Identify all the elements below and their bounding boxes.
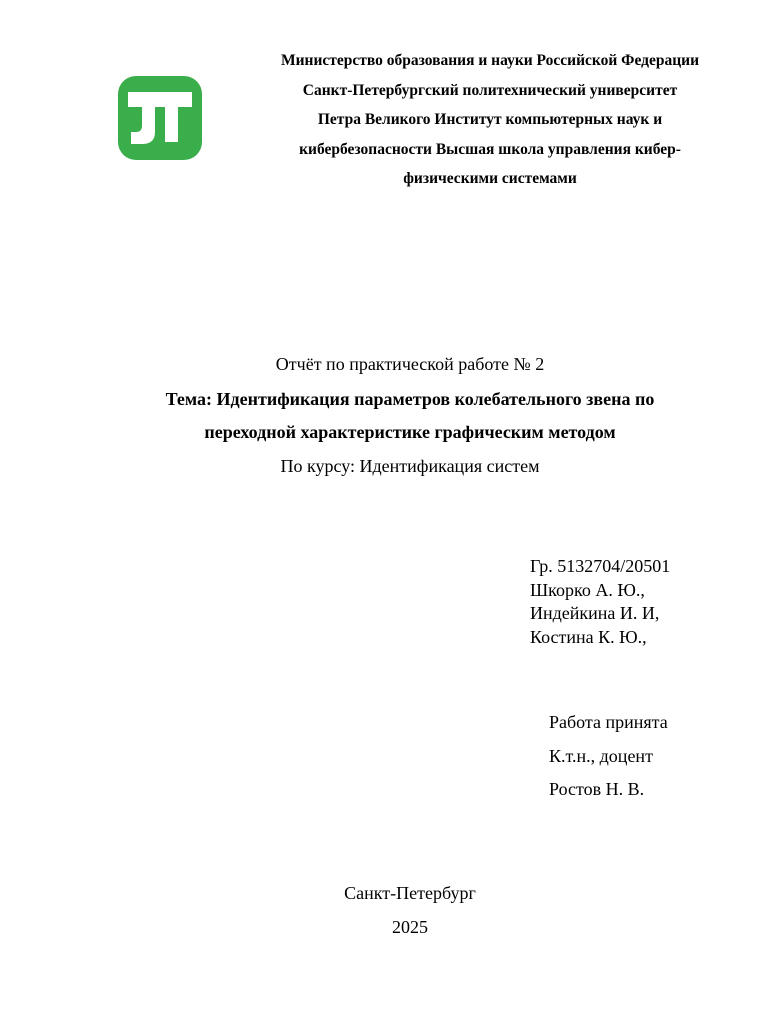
header-line: Петра Великого Институт компьютерных наук и xyxy=(317,111,663,128)
report-title: Отчёт по практической работе № 2 xyxy=(275,354,545,374)
group-number: Гр. 5132704/20501 xyxy=(530,556,671,576)
ministry-header xyxy=(240,46,740,194)
city-name: Санкт-Петербург xyxy=(344,883,476,903)
authors-block xyxy=(530,555,670,649)
topic-line: переходной характеристике графическим методом xyxy=(204,422,616,442)
footer xyxy=(100,876,720,944)
header-line: Министерство образования и науки Российской Федерации xyxy=(280,52,700,69)
year: 2025 xyxy=(392,917,428,937)
author-name: Шкорко А. Ю., xyxy=(530,579,645,600)
topic-line: Тема: Идентификация параметров колебательного звена по xyxy=(165,389,655,409)
author-name: Индейкина И. И, xyxy=(530,603,660,623)
report-topic xyxy=(100,383,720,449)
accepted-block xyxy=(549,706,668,807)
header-line: Санкт-Петербургский политехнический университет xyxy=(302,81,678,99)
header-line: кибербезопасности Высшая школа управления кибер- xyxy=(299,140,681,158)
accepted-label: Работа принята xyxy=(549,712,668,732)
header-line: физическими системами xyxy=(403,170,577,187)
polytech-pi-logo-icon xyxy=(118,76,202,160)
reviewer-name: Ростов Н. В. xyxy=(549,779,645,799)
reviewer-title: К.т.н., доцент xyxy=(549,745,653,766)
course-name: По курсу: Идентификация систем xyxy=(280,456,540,476)
author-name: Костина К. Ю., xyxy=(530,626,647,647)
